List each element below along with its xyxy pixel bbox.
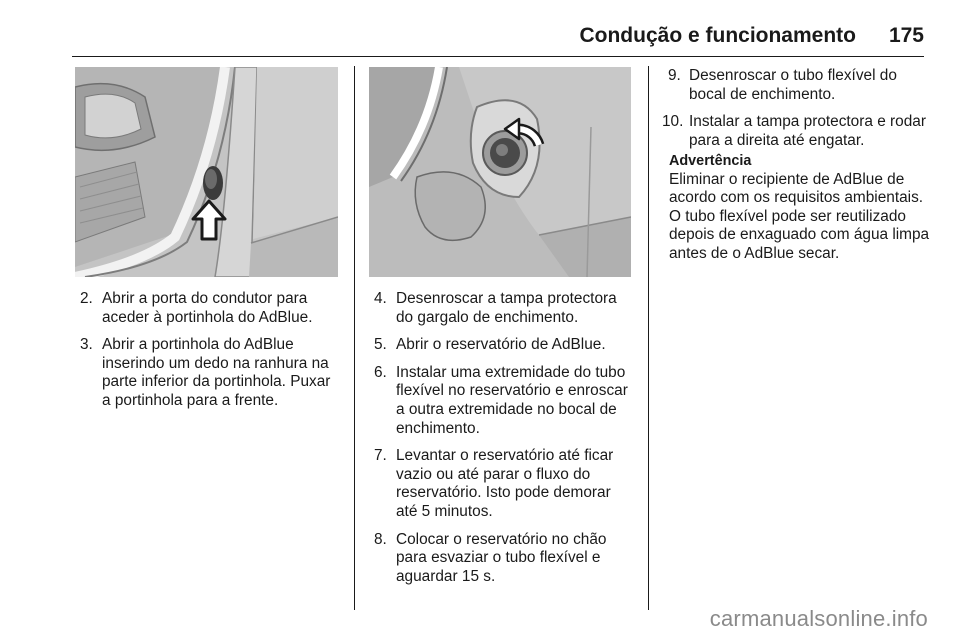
list-item (374, 447, 636, 521)
list-item (662, 113, 932, 150)
column-divider (354, 66, 355, 610)
step-number: 7. (374, 447, 387, 465)
step-text: Levantar o reservatório até ficar vazio ou até parar o fluxo do reservatório. Isto pode demorar até 5 minutos. (396, 447, 614, 520)
door-illustration-graphic (75, 67, 338, 277)
step-number: 5. (374, 336, 387, 354)
list-item (80, 290, 342, 327)
step-text: Instalar uma extremidade do tubo flexível no reservatório e enroscar a outra extremidade no bocal de enchimento. (396, 363, 628, 437)
header-rule (72, 56, 924, 57)
list-item (662, 67, 932, 104)
page-number: 175 (888, 24, 924, 47)
list-item (80, 336, 342, 410)
list-item (374, 531, 636, 587)
cap-illustration-graphic (369, 67, 631, 277)
step-text: Abrir a portinhola do AdBlue inserindo um dedo na ranhura na parte inferior da portinhola. Puxar a portinhola para a frente. (102, 336, 331, 409)
door-adblue-flap-illustration (75, 67, 338, 277)
warning-text: Eliminar o recipiente de AdBlue de acordo com os requisitos ambientais. O tubo flexível pode ser reutilizado depois de enxaguado com água limpa antes de o AdBlue secar. (669, 170, 930, 262)
column-divider (648, 66, 649, 610)
step-text: Desenroscar o tubo flexível do bocal de enchimento. (689, 67, 897, 103)
step-number: 9. (668, 67, 681, 84)
warning-title: Advertência (669, 153, 752, 169)
adblue-cap-illustration (369, 67, 631, 277)
step-number: 2. (80, 290, 93, 307)
step-text: Abrir a porta do condutor para aceder à portinhola do AdBlue. (102, 290, 313, 326)
step-number: 3. (80, 336, 93, 354)
step-text: Colocar o reservatório no chão para esvaziar o tubo flexível e aguardar 15 s. (396, 530, 607, 585)
step-number: 8. (374, 530, 387, 548)
step-number: 6. (374, 363, 387, 381)
step-text: Desenroscar a tampa protectora do gargalo de enchimento. (396, 290, 617, 326)
step-text: Abrir o reservatório de AdBlue. (396, 336, 606, 354)
steps-list-middle (374, 290, 636, 595)
step-text: Instalar a tampa protectora e rodar para a direita até engatar. (689, 113, 926, 149)
watermark: carmanualsonline.info (709, 606, 928, 631)
steps-list-left (80, 290, 342, 420)
list-item (374, 336, 636, 355)
section-title: Condução e funcionamento (579, 24, 856, 47)
list-item (374, 290, 636, 327)
steps-list-right (662, 67, 932, 159)
step-number: 4. (374, 290, 387, 307)
page-header (0, 0, 960, 60)
warning-note (669, 152, 931, 264)
step-number: 10. (662, 113, 684, 131)
list-item (374, 364, 636, 438)
